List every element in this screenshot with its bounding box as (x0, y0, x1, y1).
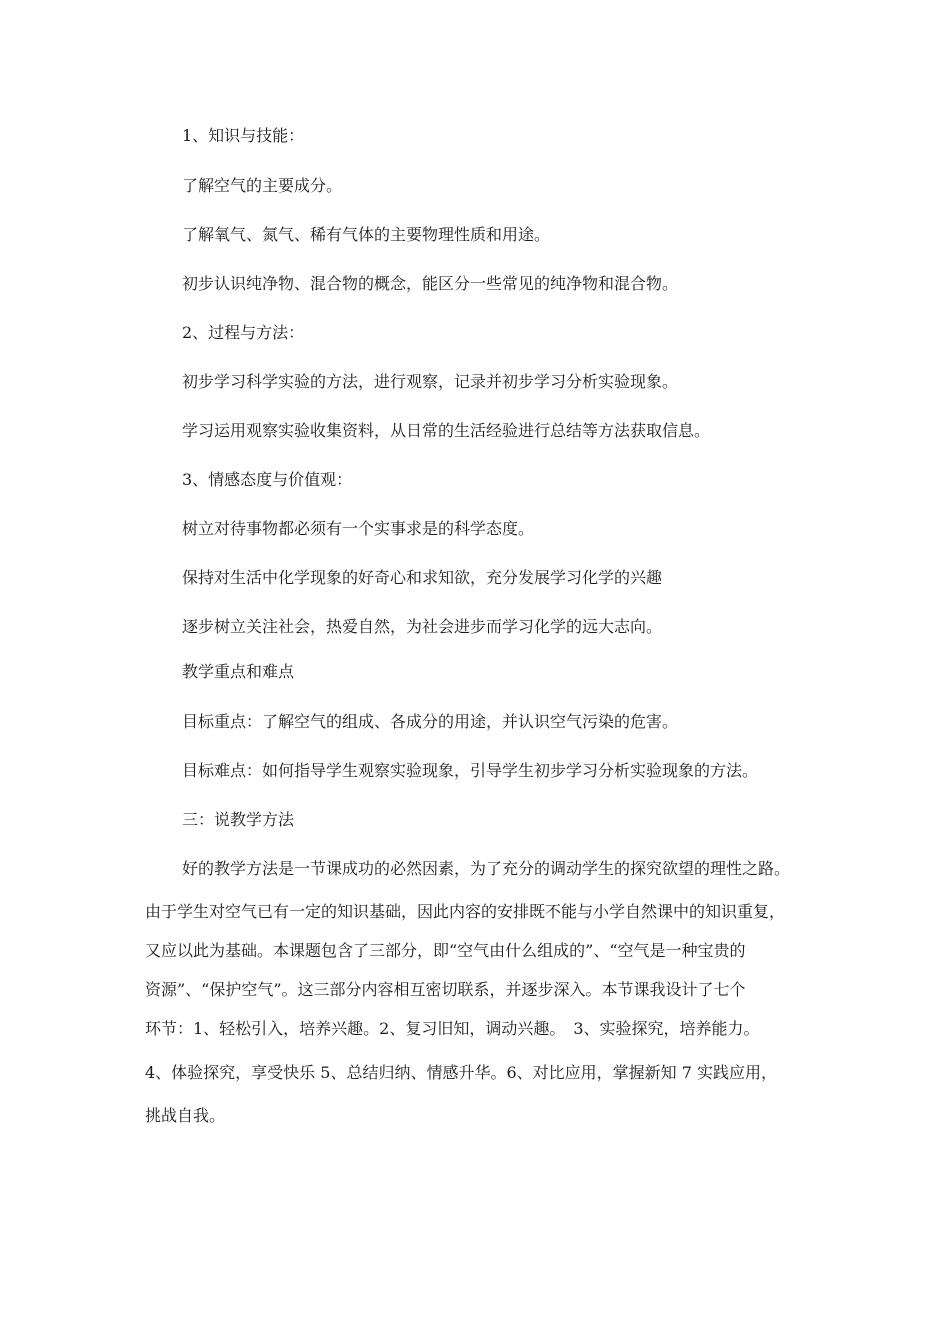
heading-key-points: 教学重点和难点 (182, 662, 295, 681)
text-line: 初步学习科学实验的方法，进行观察，记录并初步学习分析实验现象。 (182, 372, 679, 391)
text-line: 了解空气的主要成分。 (182, 176, 343, 195)
paragraph-line: 好的教学方法是一节课成功的必然因素，为了充分的调动学生的探究欲望的理性之路。 (182, 859, 791, 878)
paragraph-line: 资源”、“保护空气”。这三部分内容相互密切联系，并逐步深入。本节课我设计了七个 (145, 980, 746, 999)
text-line: 学习运用观察实验收集资料，从日常的生活经验进行总结等方法获取信息。 (182, 421, 711, 440)
paragraph-line: 又应以此为基础。本课题包含了三部分，即“空气由什么组成的”、“空气是一种宝贵的 (145, 941, 746, 960)
text-line: 了解氧气、氮气、稀有气体的主要物理性质和用途。 (182, 225, 551, 244)
paragraph-line: 挑战自我。 (145, 1106, 226, 1125)
text-line: 目标重点：了解空气的组成、各成分的用途，并认识空气污染的危害。 (182, 712, 679, 731)
text-line: 初步认识纯净物、混合物的概念，能区分一些常见的纯净物和混合物。 (182, 274, 679, 293)
paragraph-line: 4、体验探究，享受快乐 5、总结归纳、情感升华。6、对比应用，掌握新知 7 实践应用， (145, 1063, 777, 1082)
heading-process-method: 2、过程与方法： (182, 323, 305, 342)
text-line: 树立对待事物都必须有一个实事求是的科学态度。 (182, 519, 535, 538)
heading-knowledge-skills: 1、知识与技能： (182, 126, 305, 145)
text-line: 保持对生活中化学现象的好奇心和求知欲，充分发展学习化学的兴趣 (182, 568, 663, 587)
heading-teaching-method: 三：说教学方法 (182, 810, 295, 829)
paragraph-line: 环节：1、轻松引入，培养兴趣。2、复习旧知，调动兴趣。 3、实验探究，培养能力。 (145, 1019, 760, 1038)
paragraph-line: 由于学生对空气已有一定的知识基础，因此内容的安排既不能与小学自然课中的知识重复， (145, 902, 786, 921)
text-line: 逐步树立关注社会，热爱自然，为社会进步而学习化学的远大志向。 (182, 617, 663, 636)
text-line: 目标难点：如何指导学生观察实验现象，引导学生初步学习分析实验现象的方法。 (182, 761, 759, 780)
heading-emotion-values: 3、情感态度与价值观： (182, 470, 353, 489)
